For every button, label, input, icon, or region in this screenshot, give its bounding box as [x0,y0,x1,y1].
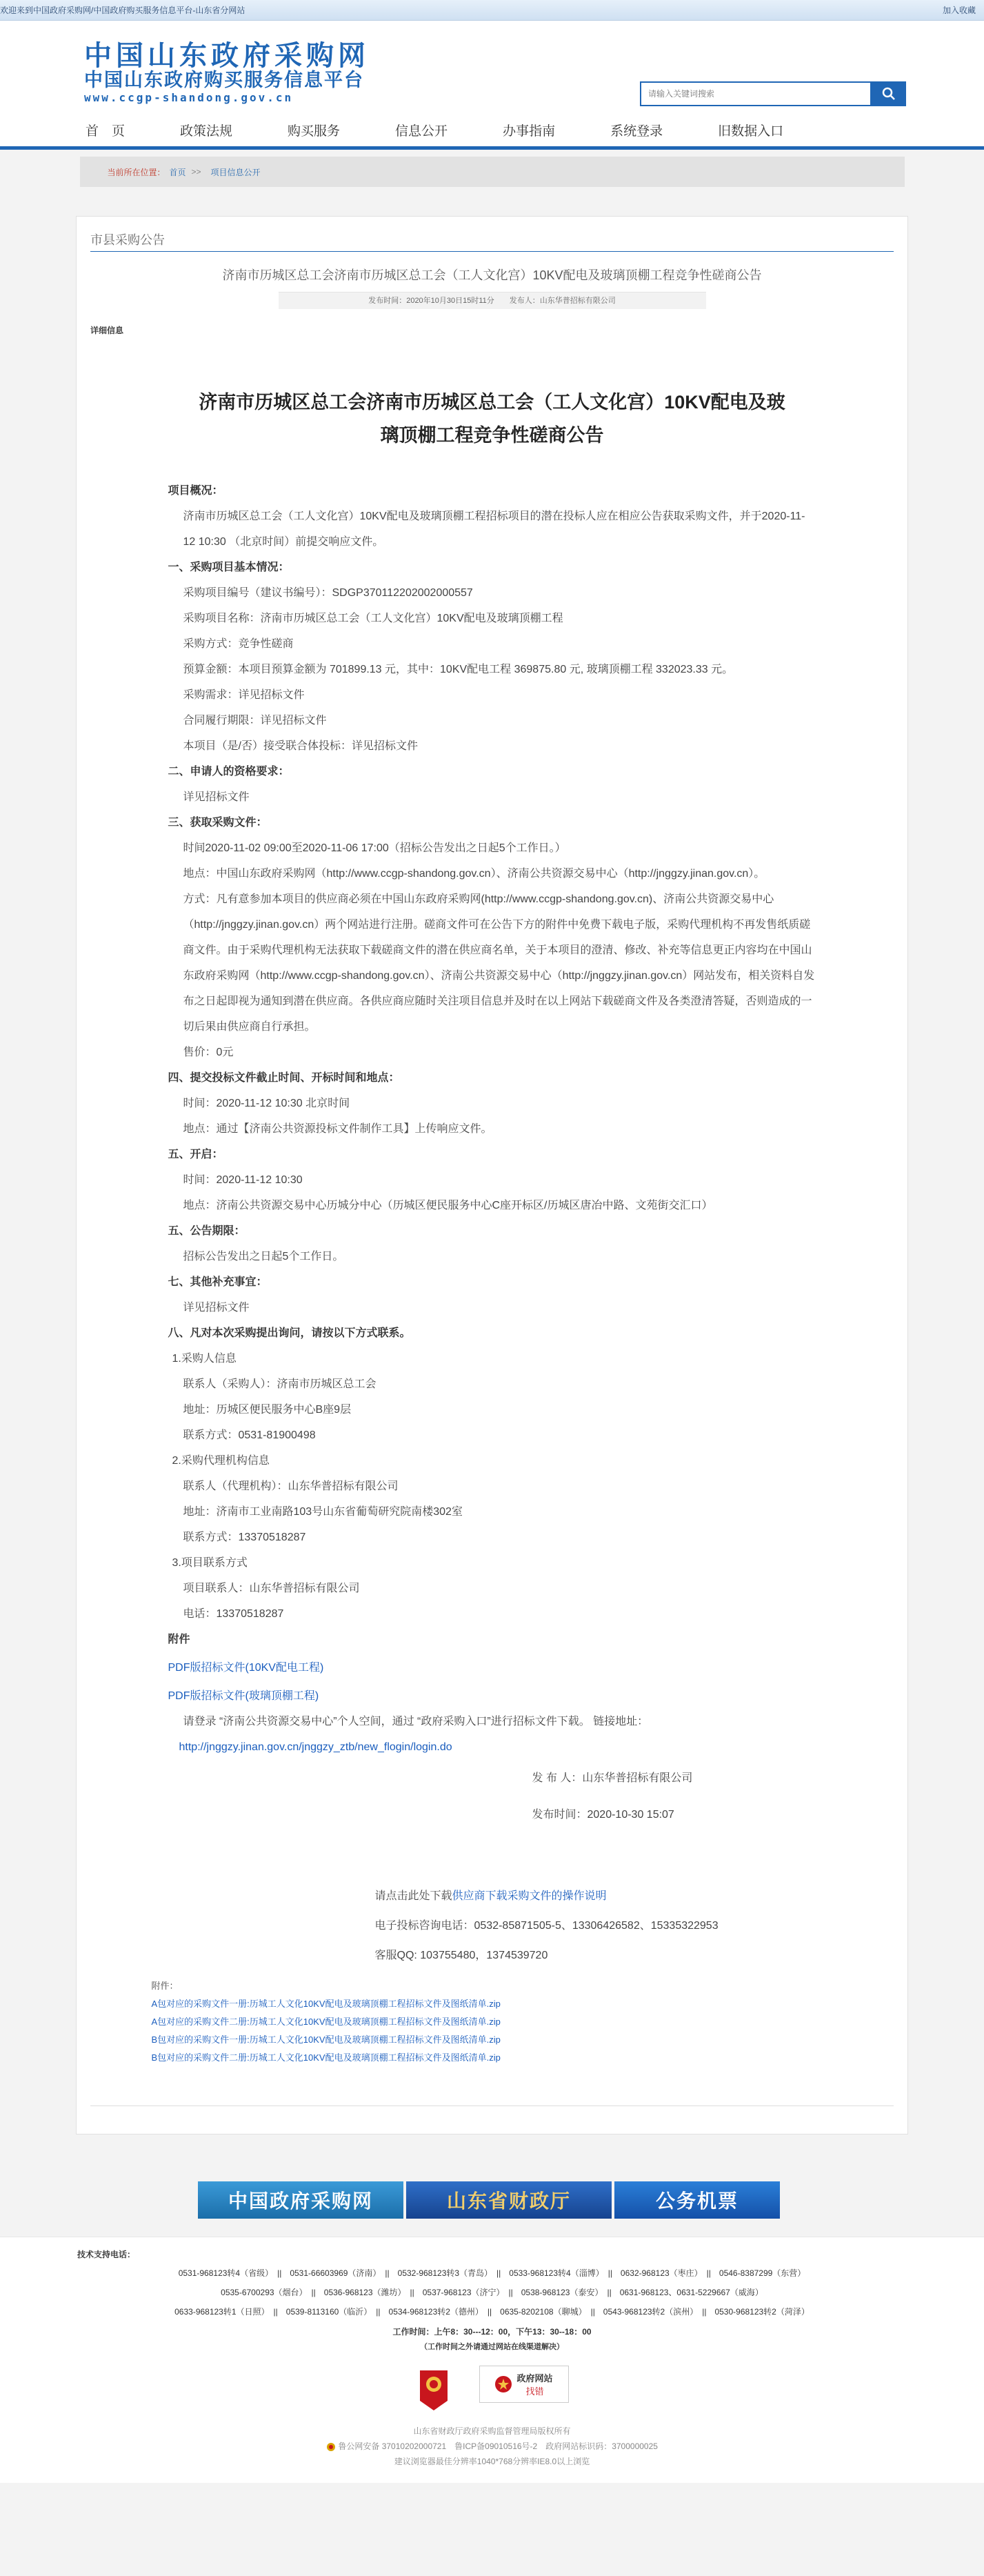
section-8-heading: 八、凡对本次采购提出询问，请按以下方式联系。 [168,1327,411,1339]
support-phone: 电子投标咨询电话：0532-85871505-5、13306426582、15335322953 [374,1920,719,1932]
s3-time: 时间2020-11-02 09:00至2020-11-06 17:00（招标公告发出之日起5个工作日。） [183,842,566,854]
contact-2-item: 联系人（代理机构）：山东华普招标有限公司 [183,1480,399,1492]
national-emblem-icon [494,2375,512,2393]
logo-line-2: 中国山东政府购买服务信息平台 [84,70,364,91]
s1-item: 采购方式：竞争性磋商 [183,638,294,650]
tips-block [168,1881,816,1970]
breadcrumb [80,157,905,187]
s3-price: 售价：0元 [183,1047,234,1058]
section-3-heading: 三、获取采购文件： [168,817,268,829]
icp-text: 鲁公网安备 37010202000721 鲁ICP备09010516号-2 政府网站标识码：3700000025 [338,2441,658,2451]
article-body [151,386,816,2067]
s1-item: 采购需求：详见招标文件 [183,689,305,701]
s1-item: 采购项目名称：济南市历城区总工会（工人文化宫）10KV配电及玻璃顶棚工程 [183,613,563,624]
nav-guide[interactable]: 办事指南 [503,124,556,139]
login-url-link[interactable]: http://jnggzy.jinan.gov.cn/jnggzy_ztb/new_flogin/login.do [179,1741,452,1753]
download-tip-prefix: 请点击此处下载 [374,1890,452,1902]
seal-sub-text: 找错 [525,2386,544,2397]
section-5-heading: 五、开启： [168,1149,223,1160]
s1-item: 预算金额：本项目预算金额为 701899.13 元，其中：10KV配电工程 369875.80 元, 玻璃顶棚工程 332023.33 元。 [183,664,734,675]
contact-1-item: 联系人（采购人）：济南市历城区总工会 [183,1378,376,1390]
nav-policy[interactable]: 政策法规 [180,124,233,139]
contact-3-heading: 3.项目联系方式 [172,1557,248,1569]
section-6-heading: 五、公告期限： [168,1225,245,1237]
download-tip [375,1881,816,1911]
s4-item: 地点：通过【济南公共资源投标文件制作工具】上传响应文件。 [183,1123,492,1135]
attachment-file[interactable]: B包对应的采购文件二册:历城工人文化10KV配电及玻璃顶棚工程招标文件及图纸清单.zip [151,2052,501,2063]
s1-item: 本项目（是/否）接受联合体投标：详见招标文件 [183,740,418,752]
contact-1-heading: 1.采购人信息 [172,1353,237,1365]
detail-label: 详细信息 [90,326,124,335]
login-tip: 请登录 “济南公共资源交易中心”个人空间，通过 “政府采购入口”进行招标文件下载。 链接地址： [183,1716,649,1727]
logo-line-1: 中国山东政府采购网 [84,39,370,72]
breadcrumb-separator: >> [191,167,201,177]
attachment-heading: 附件 [168,1634,190,1645]
search-box [640,81,906,106]
s5-item: 时间：2020-11-12 10:30 [183,1174,303,1186]
contact-3-item: 项目联系人：山东华普招标有限公司 [183,1583,360,1594]
s6-text: 招标公告发出之日起5个工作日。 [183,1251,344,1262]
s5-item: 地点：济南公共资源交易中心历城分中心（历城区便民服务中心C座开标区/历城区唐冶中路、文苑街交汇口） [183,1200,713,1211]
attachment-file[interactable]: A包对应的采购文件二册:历城工人文化10KV配电及玻璃顶棚工程招标文件及图纸清单.zip [151,2017,501,2027]
add-favorite-link[interactable]: 加入收藏 [942,6,976,15]
seal-text: 政府网站 [516,2373,553,2384]
breadcrumb-label: 当前所在位置： [107,167,165,177]
contact-1-item: 联系方式：0531-81900498 [183,1429,316,1441]
doc-title: 济南市历城区总工会济南市历城区总工会（工人文化宫）10KV配电及玻璃顶棚工程竞争性磋商公告 [222,268,762,282]
search-button[interactable] [872,81,906,106]
banner-ccgp[interactable]: 中国政府采购网 [198,2181,403,2219]
copyright: 山东省财政厅政府采购监督管理局版权所有 [413,2426,571,2436]
contact-2-item: 联系方式：13370518287 [183,1532,306,1543]
nav-old-data[interactable]: 旧数据入口 [718,124,784,139]
support-phones-row: 0535-6700293（烟台） || 0536-968123（潍坊） || 0537-968123（济宁） || 0538-968123（泰安） || 0631-968123、0631-5229667（威海） [221,2288,763,2297]
nav-home[interactable]: 首 页 [86,124,125,139]
site-footer [0,2237,984,2483]
publisher: 发 布 人：山东华普招标有限公司 [532,1772,693,1784]
support-phones-row: 0531-968123转4（省级） || 0531-66603969（济南） || 0532-968123转3（青岛） || 0533-968123转4（淄博） || 0632-968123（枣庄） || 0546-8387299（东营） [178,2268,806,2278]
site-header [0,21,984,114]
work-hours-note: （工作时间之外请通过网站在线渠道解决） [420,2343,564,2351]
overview-text: 济南市历城区总工会（工人文化宫）10KV配电及玻璃顶棚工程招标项目的潜在投标人应在相应公告获取采购文件，并于2020-11-12 10:30 （北京时间）前提交响应文件。 [183,511,805,548]
banner-links [198,2181,786,2219]
police-badge-icon [326,2442,336,2452]
overview-heading: 项目概况： [168,485,223,497]
site-logo[interactable] [84,41,456,105]
work-hours: 工作时间：上午8：30---12：00，下午13：30--18：00 [392,2327,592,2337]
banner-official-tickets[interactable]: 公务机票 [614,2181,780,2219]
logo-url: www.ccgp-shandong.gov.cn [84,91,294,104]
s3-place: 地点：中国山东政府采购网（http://www.ccgp-shandong.gov.cn）、济南公共资源交易中心（http://jnggzy.jinan.gov.cn）。 [183,868,765,880]
s7-text: 详见招标文件 [183,1302,250,1314]
attachment-label: 附件： [151,1981,179,1991]
attachment-list [152,1977,816,2067]
main-nav [0,114,984,150]
contact-2-heading: 2.采购代理机构信息 [172,1455,270,1467]
top-bar [0,0,984,21]
download-guide-link[interactable]: 供应商下载采购文件的操作说明 [452,1890,607,1902]
icp-info [0,2439,984,2454]
footer-seals [0,2366,984,2415]
section-title: 市县采购公告 [90,230,894,252]
contact-1-item: 地址：历城区便民服务中心B座9层 [183,1404,352,1416]
s1-item: 合同履行期限：详见招标文件 [183,715,327,726]
find-error-badge[interactable] [479,2366,569,2403]
support-title: 技术支持电话： [77,2250,136,2259]
doc-meta: 发布时间：2020年10月30日15时11分 发布人：山东华普招标有限公司 [279,292,706,309]
attachment-file[interactable]: B包对应的采购文件一册:历城工人文化10KV配电及玻璃顶棚工程招标文件及图纸清单.zip [151,2034,501,2045]
article-title [168,386,816,452]
s1-item: 采购项目编号（建议书编号）：SDGP370112202002000557 [183,587,473,599]
article-title-line-1: 济南市历城区总工会济南市历城区总工会（工人文化宫）10KV配电及玻 [199,392,785,413]
section-2-heading: 二、申请人的资格要求： [168,766,290,777]
attachment-file[interactable]: A包对应的采购文件一册:历城工人文化10KV配电及玻璃顶棚工程招标文件及图纸清单.zip [151,1999,501,2009]
s3-method: 方式：凡有意参加本项目的供应商必须在中国山东政府采购网(http://www.ccgp-shandong.gov.cn)、济南公共资源交易中心（http://jnggzy.jinan.gov.cn）两个网站进行注册。磋商文件可在公告下方的附件中免费下载电子版，采购代理机构不再发售纸质磋商文件。由于采购代理机构无法获取下载磋商文件的潜在供应商名单，关于本项目的澄清、修改、补充等信息更正内容均在中国山东政府采购网（http://www.ccgp-shandong.gov.cn）、济南公共资源交易中心（http://jnggzy.jinan.gov.cn）网站发布，相关资料自发布之日起即视为通知到潜在供应商。各供应商应随时关注项目信息并及时在以上网站下载磋商文件及各类澄清答疑，否则造成的一切后果由供应商自行承担。 [183,893,815,1033]
section-1-heading: 一、采购项目基本情况： [168,562,290,573]
s2-text: 详见招标文件 [183,791,250,803]
nav-purchase-service[interactable]: 购买服务 [288,124,341,139]
contact-3-item: 电话：13370518287 [183,1608,284,1620]
browser-recommendation: 建议浏览器最佳分辨率1040*768分辨率IE8.0以上浏览 [394,2457,590,2466]
party-govt-seal[interactable] [416,2366,452,2415]
nav-info-public[interactable]: 信息公开 [395,124,448,139]
nav-login[interactable]: 系统登录 [610,124,663,139]
pdf-link-10kv[interactable]: PDF版招标文件(10KV配电工程) [168,1662,324,1674]
s4-item: 时间：2020-11-12 10:30 北京时间 [183,1098,350,1109]
article-title-line-2: 璃顶棚工程竞争性磋商公告 [380,425,604,446]
contact-2-item: 地址：济南市工业南路103号山东省葡萄研究院南楼302室 [183,1506,463,1518]
welcome-text: 欢迎来到中国政府采购网/中国政府购买服务信息平台-山东省分网站 [0,6,245,15]
support-phones-row: 0633-968123转1（日照） || 0539-8113160（临沂） || 0534-968123转2（德州） || 0635-8202108（聊城） || 0543-968123转2（滨州） || 0530-968123转2（菏泽） [174,2307,810,2317]
breadcrumb-home[interactable]: 首页 [169,167,186,177]
section-4-heading: 四、提交投标文件截止时间、开标时间和地点： [168,1072,400,1084]
breadcrumb-current[interactable]: 项目信息公开 [210,167,261,177]
search-icon [882,87,896,101]
pdf-link-glass-roof[interactable]: PDF版招标文件(玻璃顶棚工程) [168,1690,319,1702]
section-7-heading: 七、其他补充事宜： [168,1276,268,1288]
publish-time: 发布时间：2020-10-30 15:07 [532,1809,674,1821]
govt-emblem-icon [417,2368,450,2413]
content-panel [76,216,908,2134]
search-input[interactable] [640,81,872,106]
banner-finance-dept[interactable]: 山东省财政厅 [406,2181,612,2219]
support-qq: 客服QQ: 103755480，1374539720 [374,1950,548,1961]
